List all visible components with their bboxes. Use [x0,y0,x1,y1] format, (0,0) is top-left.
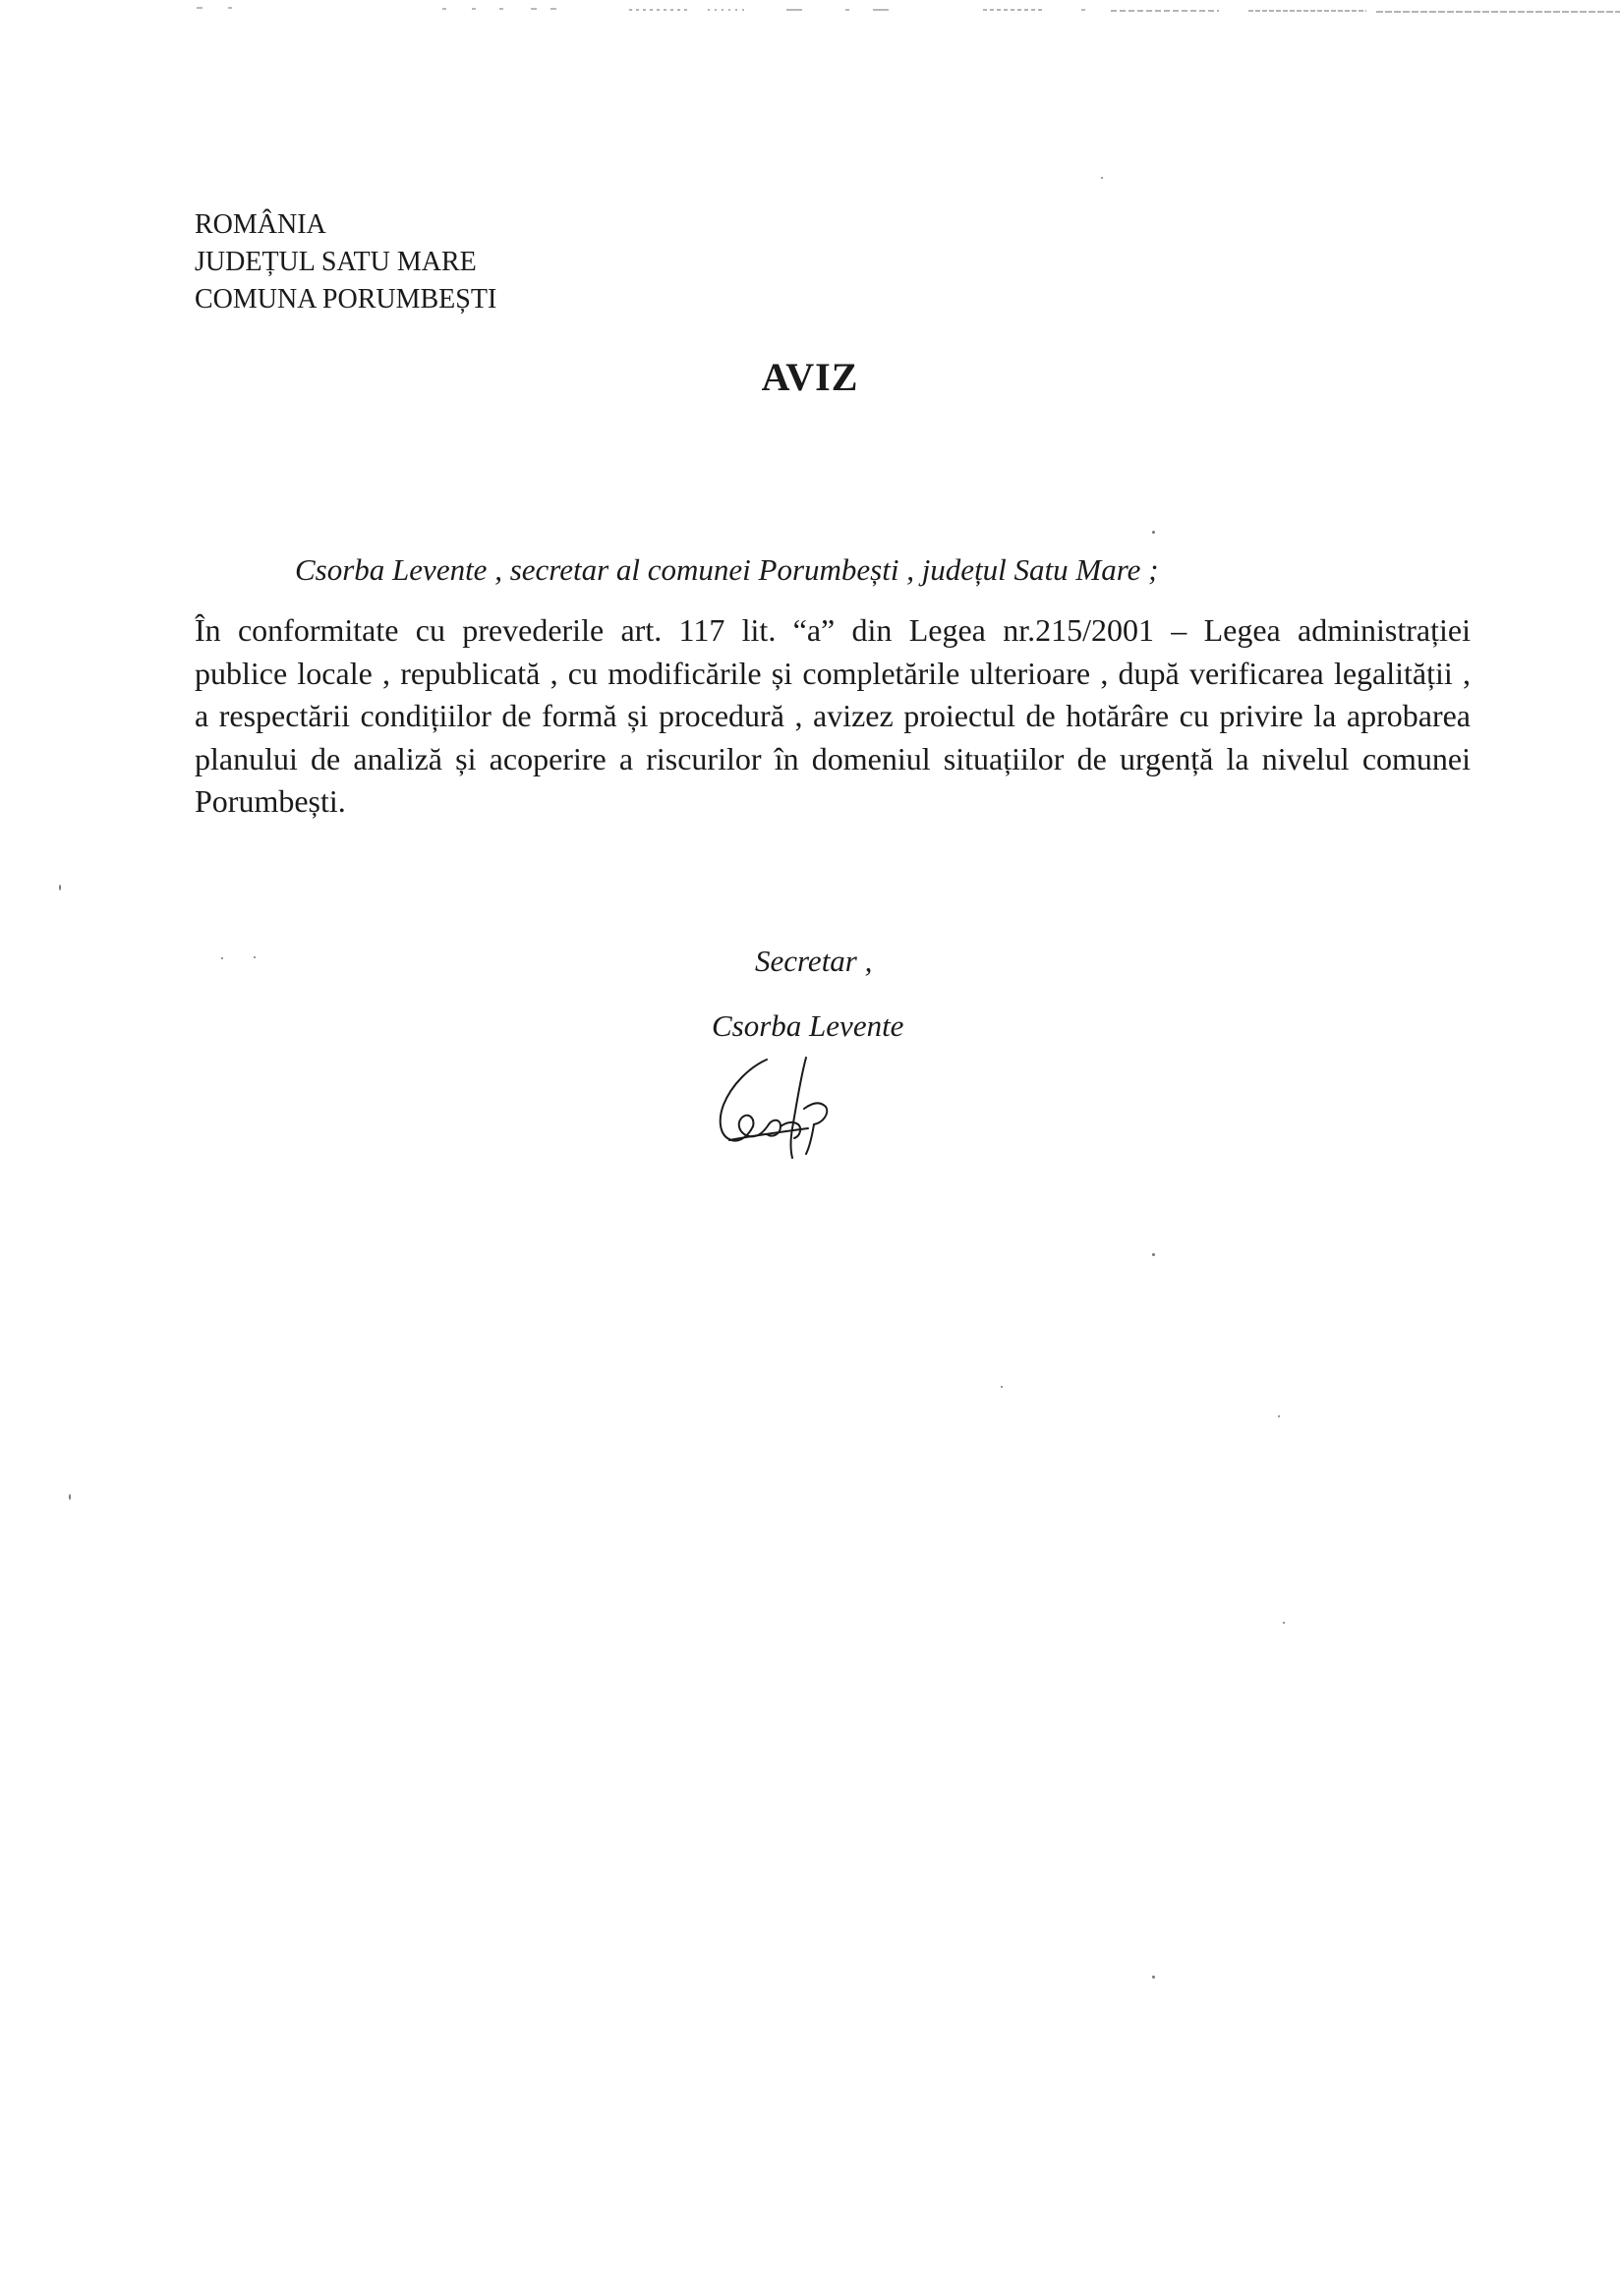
scan-speck [254,956,256,958]
scan-speck [1152,531,1155,534]
intro-statement: Csorba Levente , secretar al comunei Porumbești , județul Satu Mare ; [295,552,1159,587]
scan-speck [221,957,223,959]
handwritten-signature [710,1050,847,1168]
scan-speck [59,885,61,890]
scan-speck [1101,177,1103,179]
header-commune: COMUNA PORUMBEȘTI [195,284,497,315]
scan-speck [1283,1622,1285,1624]
scan-speck [1001,1386,1003,1388]
scan-speck [1152,1976,1155,1979]
issuer-header [195,206,496,318]
scan-speck [1152,1253,1155,1256]
scan-speck [1278,1415,1280,1417]
document-title: AVIZ [761,355,859,399]
header-county: JUDEȚUL SATU MARE [195,247,477,277]
signature-title: Secretar , [755,944,873,978]
header-country: ROMÂNIA [195,209,326,240]
scan-edge-noise [0,0,1620,20]
signature-name: Csorba Levente [712,1008,904,1043]
body-paragraph: În conformitate cu prevederile art. 117 lit. “a” din Legea nr.215/2001 – Legea administrației publice locale , republicată , cu modificările și completările ulterioare , după verificarea legalității , a respectării condițiilor de formă și procedură , avizez proiectul de hotărâre cu privire la aprobarea planului de analiză și acoperire a riscurilor în domeniul situațiilor de urgență la nivelul comunei Porumbești. [195,612,1471,819]
scan-speck [69,1494,71,1500]
